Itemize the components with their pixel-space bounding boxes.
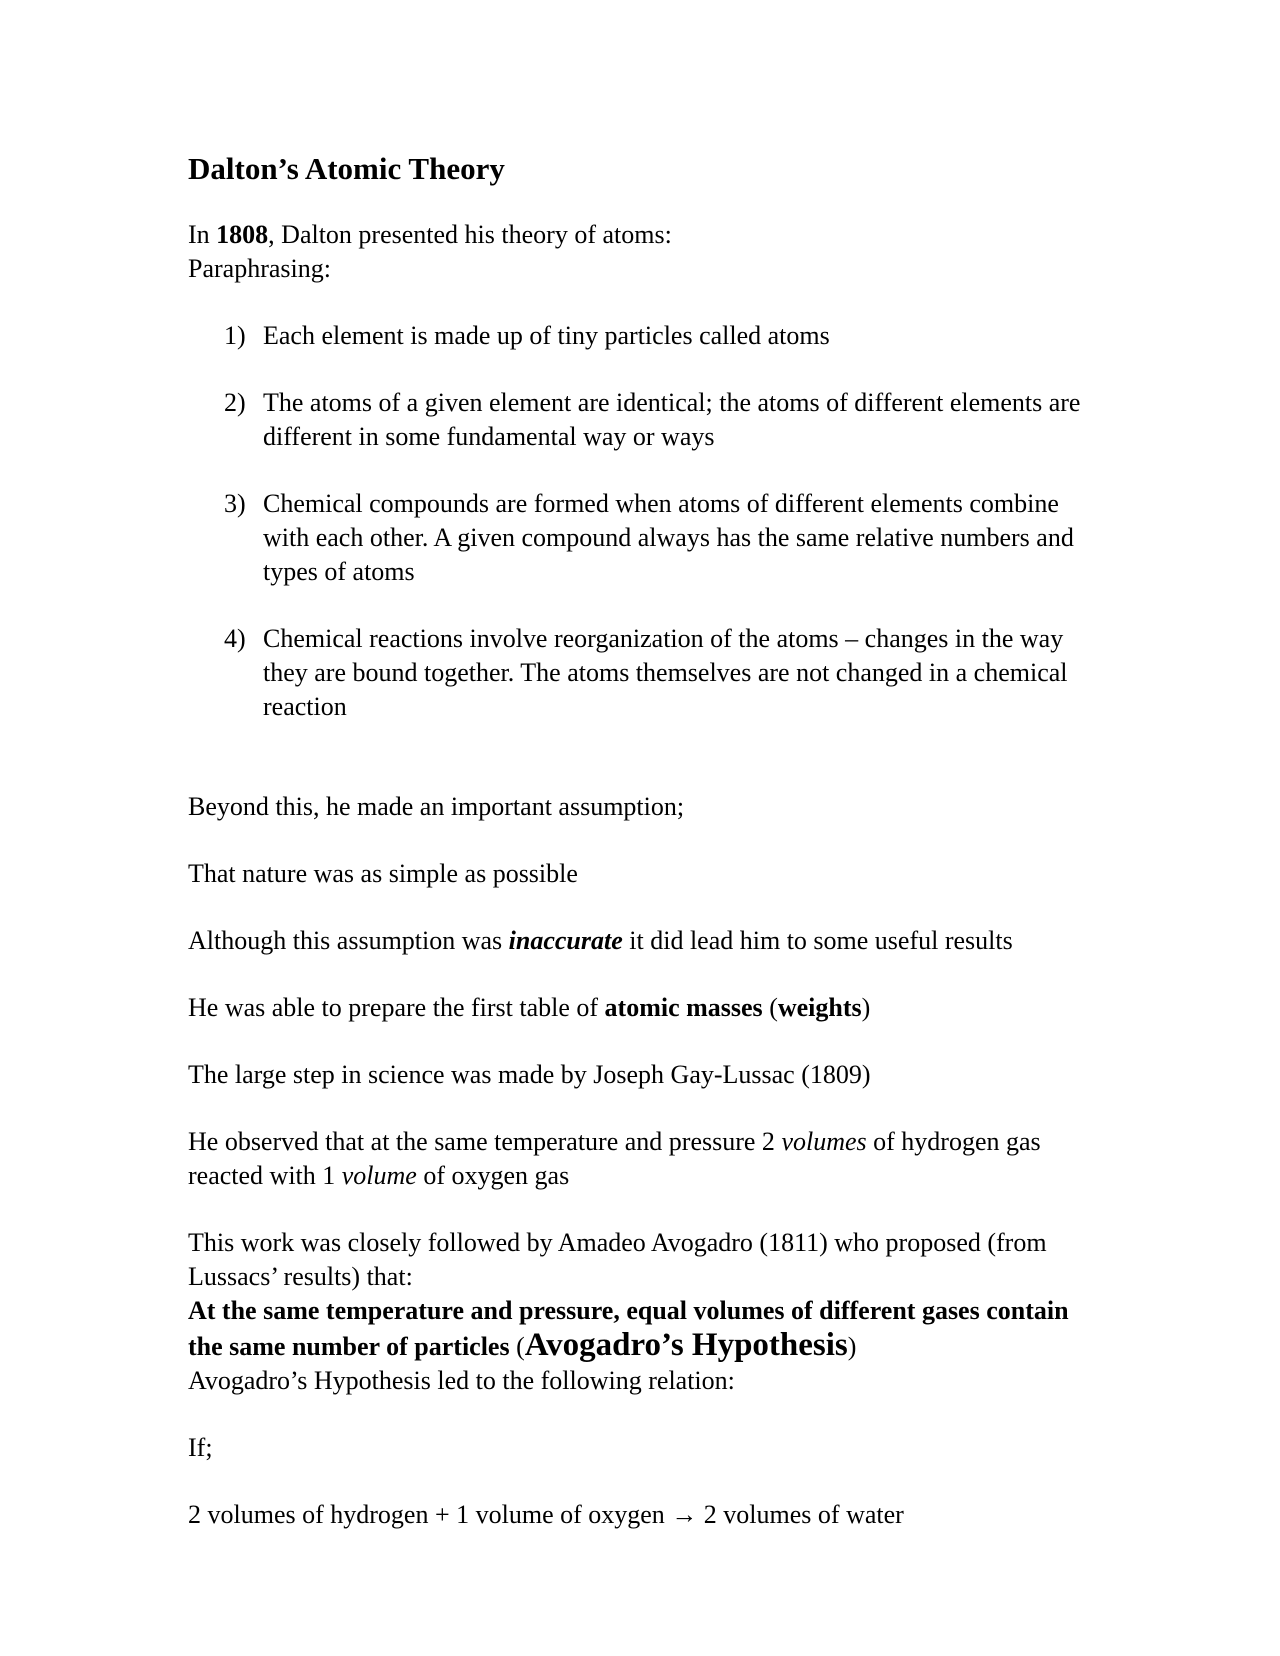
- intro-suffix: , Dalton presented his theory of atoms:: [268, 220, 672, 249]
- beyond-paragraph: Beyond this, he made an important assumption;: [188, 792, 685, 821]
- paren-open: (: [509, 1332, 525, 1361]
- if-paragraph: If;: [188, 1433, 213, 1462]
- observed-part3: of oxygen gas: [416, 1161, 570, 1190]
- although-post: it did lead him to some useful results: [622, 926, 1013, 955]
- list-item: [188, 487, 1108, 589]
- list-item: [188, 622, 1108, 724]
- table-paragraph: [188, 991, 1108, 1025]
- although-pre: Although this assumption was: [188, 926, 509, 955]
- observed-part2: of hydrogen gas reacted with 1: [188, 1127, 1041, 1190]
- observed-paragraph: [188, 1125, 1108, 1193]
- table-post: ): [861, 993, 871, 1022]
- list-item: [188, 386, 1108, 454]
- intro-year: 1808: [216, 220, 269, 249]
- volume-emphasis: volume: [341, 1161, 417, 1190]
- atomic-masses-bold: atomic masses: [604, 993, 763, 1022]
- list-item-text: Chemical reactions involve reorganization of the atoms – changes in the way they are bound together. The atoms themselves are not changed in a chemical reaction: [263, 624, 1068, 721]
- list-item-number: 3): [224, 489, 246, 518]
- weights-bold: weights: [777, 993, 862, 1022]
- table-pre: He was able to prepare the first table of: [188, 993, 605, 1022]
- document-page: [188, 150, 1108, 1532]
- list-item-text: The atoms of a given element are identical; the atoms of different elements are different in some fundamental way or ways: [263, 388, 1081, 451]
- list-item-number: 4): [224, 624, 246, 653]
- gay-lussac-paragraph: The large step in science was made by Joseph Gay-Lussac (1809): [188, 1060, 871, 1089]
- list-item-text: Each element is made up of tiny particles called atoms: [263, 321, 830, 350]
- list-item-text: Chemical compounds are formed when atoms of different elements combine with each other. A given compound always has the same relative numbers and types of atoms: [263, 489, 1074, 586]
- page-title: Dalton’s Atomic Theory: [188, 151, 505, 186]
- observed-part1: He observed that at the same temperature and pressure 2: [188, 1127, 782, 1156]
- list-item-number: 2): [224, 388, 246, 417]
- theory-points-list: [188, 319, 1108, 724]
- intro-prefix: In: [188, 220, 217, 249]
- intro-line: [188, 218, 1108, 252]
- table-mid: (: [762, 993, 778, 1022]
- avogadro-hypothesis-paragraph: [188, 1294, 1108, 1364]
- avogadro-relation-paragraph: Avogadro’s Hypothesis led to the following relation:: [188, 1366, 735, 1395]
- avogadro-intro-paragraph: This work was closely followed by Amadeo Avogadro (1811) who proposed (from Lussacs’ results) that:: [188, 1228, 1047, 1291]
- inaccurate-emphasis: inaccurate: [508, 926, 623, 955]
- hypothesis-name: Avogadro’s Hypothesis: [524, 1327, 848, 1363]
- nature-paragraph: That nature was as simple as possible: [188, 859, 578, 888]
- volumes-emphasis: volumes: [781, 1127, 867, 1156]
- equation-paragraph: 2 volumes of hydrogen + 1 volume of oxygen → 2 volumes of water: [188, 1500, 904, 1529]
- list-item: [188, 319, 1108, 353]
- paraphrasing-label: Paraphrasing:: [188, 254, 331, 283]
- list-item-number: 1): [224, 321, 246, 350]
- paren-close: ): [847, 1332, 857, 1361]
- although-paragraph: [188, 924, 1108, 958]
- hypothesis-statement: At the same temperature and pressure, equal volumes of different gases contain the same number of particles: [188, 1296, 1069, 1361]
